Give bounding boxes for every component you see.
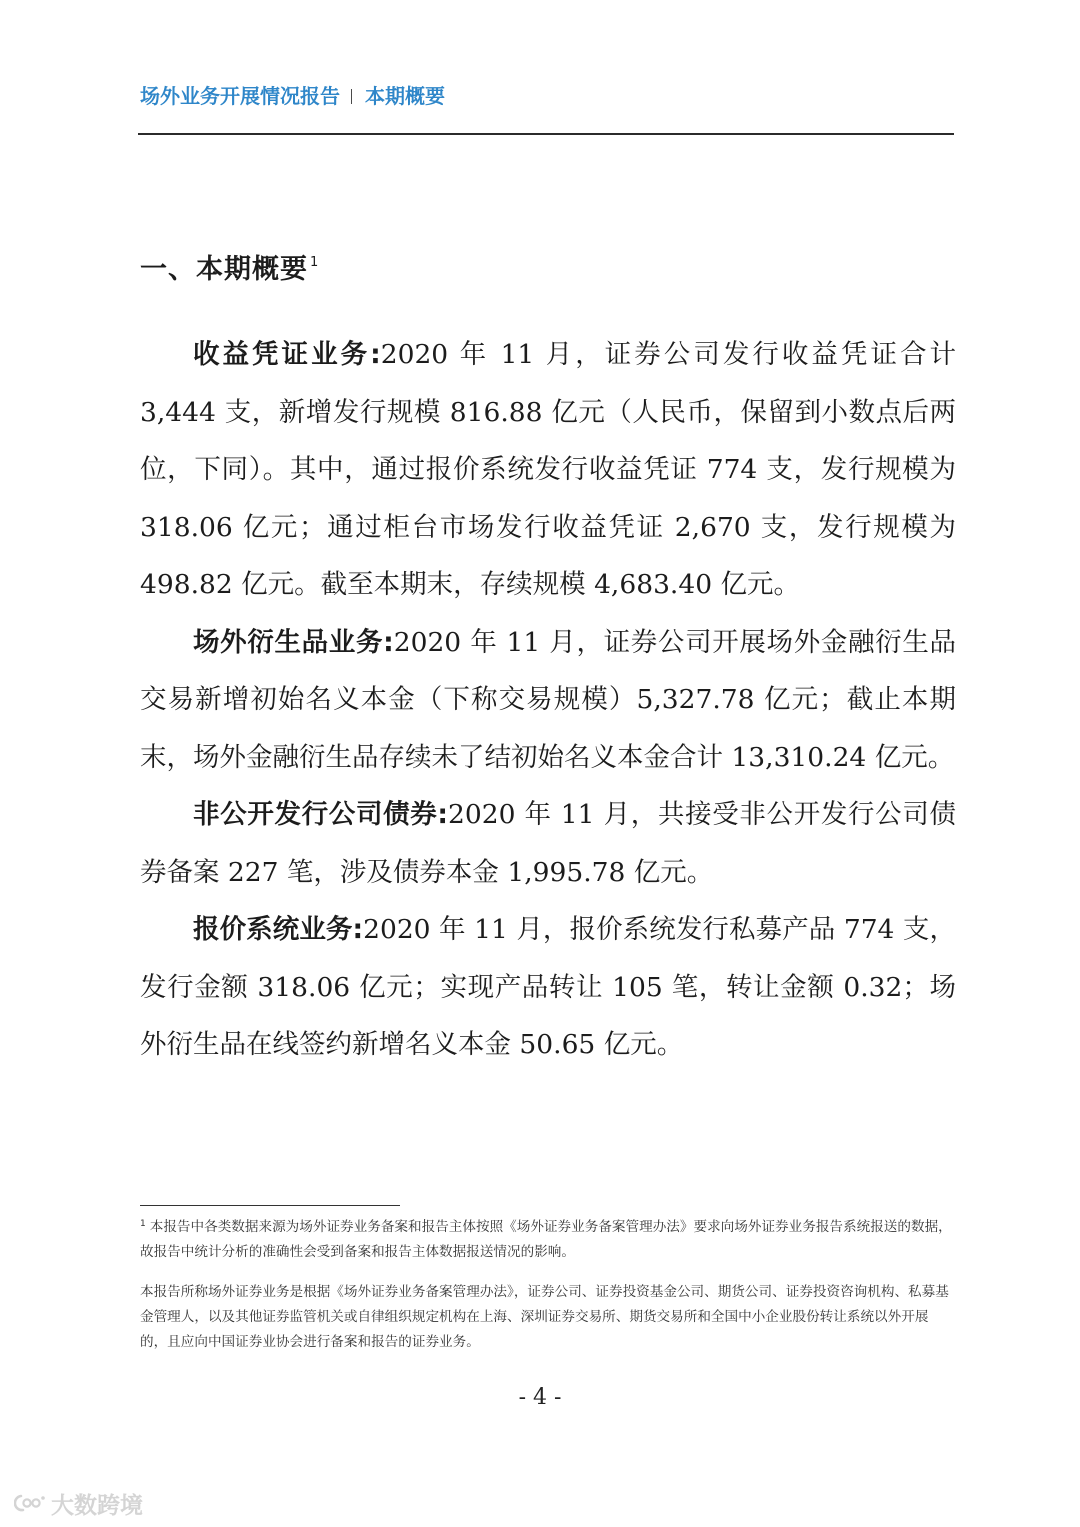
body-text [140,326,956,1074]
paragraph-lead: 非公开发行公司债券: [193,799,449,830]
footnote-gap [140,1265,955,1280]
footnote-ref: 1 [310,255,320,270]
paragraph-quotation-system [140,901,956,1074]
watermark [14,1489,143,1517]
page-number: - 4 - [518,1385,562,1410]
paragraph-lead: 收益凭证业务: [193,339,381,370]
running-header [140,80,445,112]
footnote-marker: 1 [140,1219,146,1229]
report-title: 场外业务开展情况报告 [140,84,340,108]
paragraph-otc-derivatives [140,614,956,787]
footnote-text: 本报告中各类数据来源为场外证券业务备案和报告主体按照《场外证券业务备案管理办法》要求向场外证券业务报告系统报送的数据，故报告中统计分析的准确性会受到备案和报告主体数据报送情况的影响。 [140,1219,952,1260]
paragraph-income-certificates [140,326,956,614]
watermark-text: 大数跨境 [51,1492,143,1519]
watermark-logo-icon [14,1493,46,1513]
footnotes [140,1212,955,1355]
paragraph-text: 2020 年 11 月，共接受非公开发行公司债券备案 227 笔，涉及债券本金 1,995.78 亿元。 [140,799,956,888]
section-title-text: 一、本期概要 [140,254,308,285]
section-label: 本期概要 [365,84,445,108]
header-separator [351,89,352,104]
paragraph-text: 2020 年 11 月，报价系统发行私募产品 774 支，发行金额 318.06 亿元；实现产品转让 105 笔，转让金额 0.32；场外衍生品在线签约新增名义本金 50.65 亿元。 [140,914,956,1060]
paragraph-text: 2020 年 11 月，证券公司开展场外金融衍生品交易新增初始名义本金（下称交易规模）5,327.78 亿元；截止本期末，场外金融衍生品存续未了结初始名义本金合计 13,310.24 亿元。 [140,626,956,773]
footnote-text: 本报告所称场外证券业务是根据《场外证券业务备案管理办法》，证券公司、证券投资基金公司、期货公司、证券投资咨询机构、私募基金管理人，以及其他证券监管机关或自律组织规定机构在上海、深圳证券交易所、期货交易所和全国中小企业股份转让系统以外开展的，且应向中国证券业协会进行备案和报告的证券业务。 [140,1284,949,1350]
paragraph-text: 2020 年 11 月，证券公司发行收益凭证合计 3,444 支，新增发行规模 816.88 亿元（人民币，保留到小数点后两位，下同）。其中，通过报价系统发行收益凭证 774 支，发行规模为 318.06 亿元；通过柜台市场发行收益凭证 2,670 支，发行规模为 498.82 亿元。截至本期末，存续规模 4,683.40 亿元。 [140,339,956,600]
footnote-1 [140,1212,955,1265]
footnote-2 [140,1280,955,1355]
paragraph-lead: 场外衍生品业务: [193,626,394,658]
paragraph-private-bonds [140,786,956,901]
header-rule [138,133,954,135]
paragraph-lead: 报价系统业务: [193,914,364,945]
footnote-rule [140,1205,400,1206]
section-title [140,240,319,293]
